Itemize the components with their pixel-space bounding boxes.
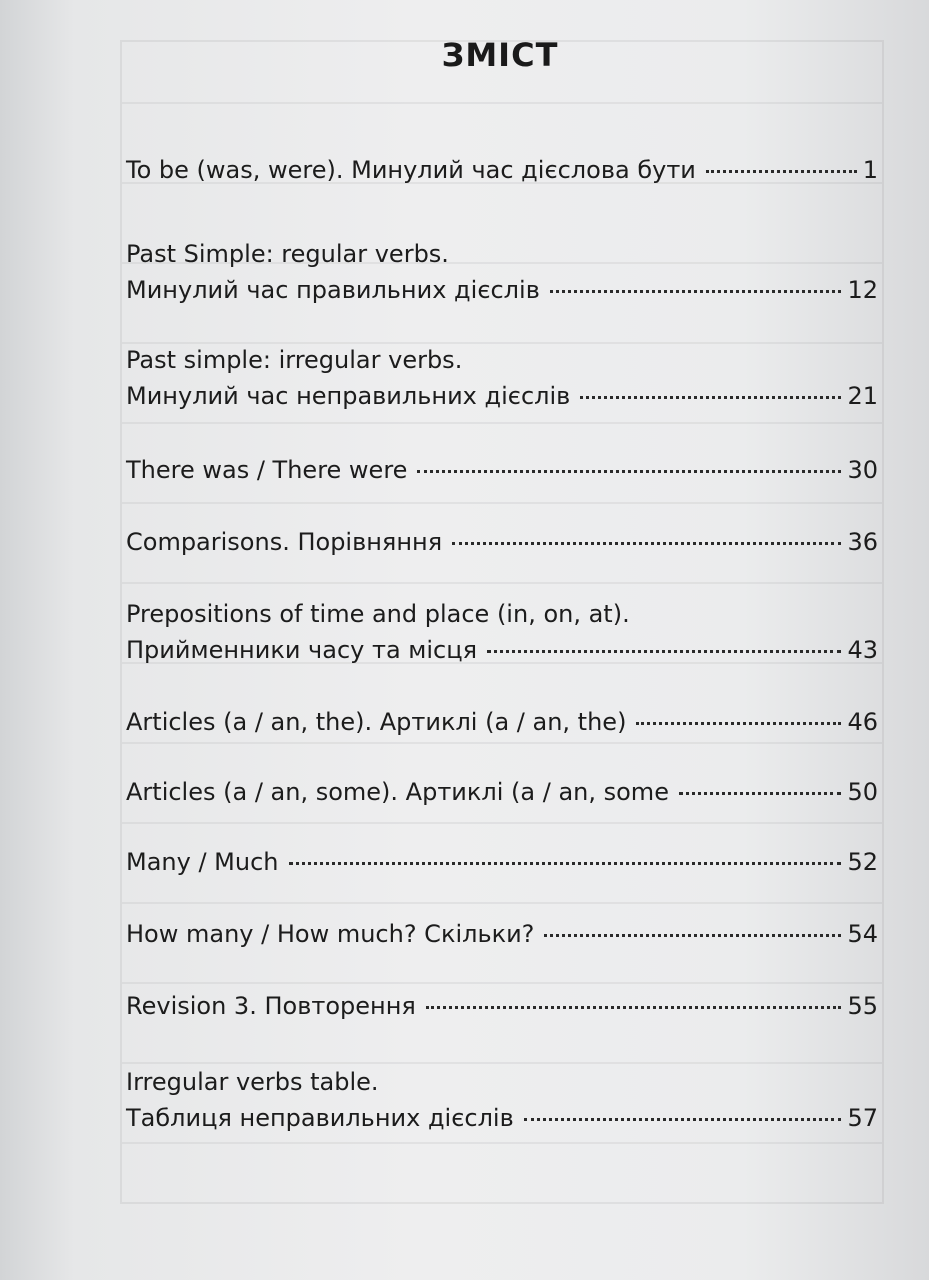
toc-entry[interactable] bbox=[126, 916, 878, 952]
toc-page-number: 43 bbox=[847, 636, 878, 664]
toc-page-number: 12 bbox=[847, 276, 878, 304]
toc-entry-title: Comparisons. Порівняння bbox=[126, 528, 443, 556]
dot-leader bbox=[426, 1006, 842, 1009]
toc-entry[interactable] bbox=[126, 152, 878, 188]
toc-entry[interactable] bbox=[126, 596, 878, 668]
dot-leader bbox=[679, 792, 842, 795]
dot-leader bbox=[289, 862, 842, 865]
toc-entry-subtitle: Таблиця неправильних дієслів bbox=[126, 1104, 514, 1132]
toc-entry[interactable] bbox=[126, 452, 878, 488]
toc-page-number: 50 bbox=[847, 778, 878, 806]
toc-entry[interactable] bbox=[126, 774, 878, 810]
toc-page-number: 21 bbox=[847, 382, 878, 410]
toc-entry-title: Many / Much bbox=[126, 848, 279, 876]
dot-leader bbox=[706, 170, 857, 173]
dot-leader bbox=[550, 290, 842, 293]
dot-leader bbox=[487, 650, 841, 653]
toc-entry-title: Past Simple: regular verbs. bbox=[126, 240, 449, 268]
toc-page-number: 1 bbox=[862, 156, 878, 184]
toc-entry-subtitle: Прийменники часу та місця bbox=[126, 636, 478, 664]
toc-page-number: 30 bbox=[847, 456, 878, 484]
toc-entry-title: Revision 3. Повторення bbox=[126, 992, 416, 1020]
toc-entry-title: Articles (a / an, the). Артиклі (a / an, the) bbox=[126, 708, 627, 736]
toc-page-number: 36 bbox=[847, 528, 878, 556]
toc-page-number: 54 bbox=[847, 920, 878, 948]
toc-page-number: 55 bbox=[847, 992, 878, 1020]
toc-entry[interactable] bbox=[126, 844, 878, 880]
toc-page-number: 57 bbox=[847, 1104, 878, 1132]
toc-entry-subtitle: Минулий час правильних дієслів bbox=[126, 276, 540, 304]
dot-leader bbox=[417, 470, 841, 473]
toc-entry[interactable] bbox=[126, 524, 878, 560]
toc-page-number: 52 bbox=[847, 848, 878, 876]
toc-entry[interactable] bbox=[126, 342, 878, 414]
dot-leader bbox=[544, 934, 841, 937]
toc-entry-subtitle: Минулий час неправильних дієслів bbox=[126, 382, 571, 410]
dot-leader bbox=[524, 1118, 842, 1121]
toc-entry-title: Past simple: irregular verbs. bbox=[126, 346, 463, 374]
toc-entry[interactable] bbox=[126, 1064, 878, 1136]
dot-leader bbox=[452, 542, 841, 545]
toc-entry-title: Irregular verbs table. bbox=[126, 1068, 379, 1096]
toc-entry[interactable] bbox=[126, 988, 878, 1024]
toc-entry-title: There was / There were bbox=[126, 456, 408, 484]
toc-entry[interactable] bbox=[126, 236, 878, 308]
toc-entry[interactable] bbox=[126, 704, 878, 740]
toc-page-number: 46 bbox=[847, 708, 878, 736]
dot-leader bbox=[580, 396, 841, 399]
toc-entry-title: Prepositions of time and place (in, on, at). bbox=[126, 600, 630, 628]
toc-entry-title: Articles (a / an, some). Артиклі (a / an, some bbox=[126, 778, 669, 806]
toc-entry-title: How many / How much? Скільки? bbox=[126, 920, 535, 948]
page-title: ЗМІСТ bbox=[441, 36, 559, 74]
toc-entry-title: To be (was, were). Минулий час дієслова бути bbox=[126, 156, 696, 184]
dot-leader bbox=[636, 722, 841, 725]
